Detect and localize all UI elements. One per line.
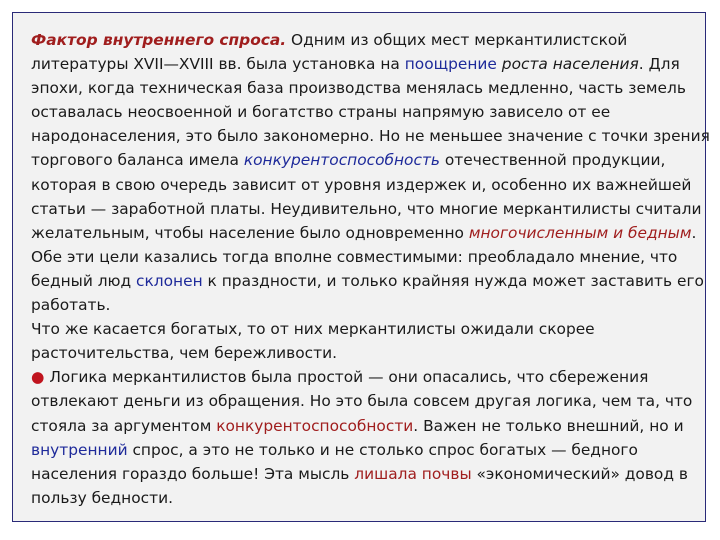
heading-domestic-demand: Фактор внутреннего спроса.: [31, 31, 287, 49]
text-run: . Обе эти цели казались тогда вполне совместимыми: преобладало мнение, что бедный люд: [31, 223, 697, 290]
highlight-competitiveness-2: конкурентоспособности: [216, 416, 414, 435]
paragraph-domestic-demand: [31, 28, 715, 317]
highlight-numerous-and-poor: многочисленным и бедным: [468, 223, 692, 242]
text-run: «экономический» довод в пользу бедности.: [31, 464, 688, 507]
text-run: . Важен не только внешний, но и: [413, 416, 684, 435]
text-run: спрос, а это не только и не столько спрос богатых — бедного населения гораздо больше! Эта мысль: [31, 440, 638, 483]
highlight-deprived-ground: лишала почвы: [354, 464, 472, 483]
highlight-competitiveness: конкурентоспособность: [243, 151, 440, 170]
slide-text: [31, 28, 715, 510]
highlight-encouragement: поощрение: [404, 55, 497, 74]
text-run: . Для эпохи, когда техническая база производства менялась медленно, часть земель оставалась неосвоенной и богатство страны напрямую зависело от ее народонаселения, это было закономерно. Но не меньшее значение с точки зрения торгового баланса имела: [31, 55, 710, 170]
paragraph-wealthy: Что же касается богатых, то от них меркантилисты ожидали скорее расточительства, чем бережливости.: [31, 320, 595, 363]
text-run: отечественной продукции, которая в свою очередь зависит от уровня издержек и, особенно их важнейшей статьи — заработной платы. Неудивительно, что многие меркантилисты считали желательным, чтобы население было одновременно: [31, 151, 702, 242]
highlight-internal: внутренний: [31, 440, 128, 459]
slide-frame: [12, 12, 710, 522]
text-run: Одним из общих мест меркантилистской литературы XVII—XVIII вв. была установка на: [31, 31, 628, 74]
highlight-population-growth: роста населения: [496, 55, 639, 74]
bullet-icon: ●: [31, 368, 45, 387]
text-run: Логика меркантилистов была простой — они опасались, что сбережения отвлекают деньги из обращения. Но это была совсем другая логика, чем та, что стояла за аргументом: [31, 368, 693, 435]
highlight-inclined: склонен: [136, 271, 203, 290]
text-run: к праздности, и только крайняя нужда может заставить его работать.: [31, 271, 704, 315]
paragraph-mercantilist-logic: [31, 365, 715, 510]
